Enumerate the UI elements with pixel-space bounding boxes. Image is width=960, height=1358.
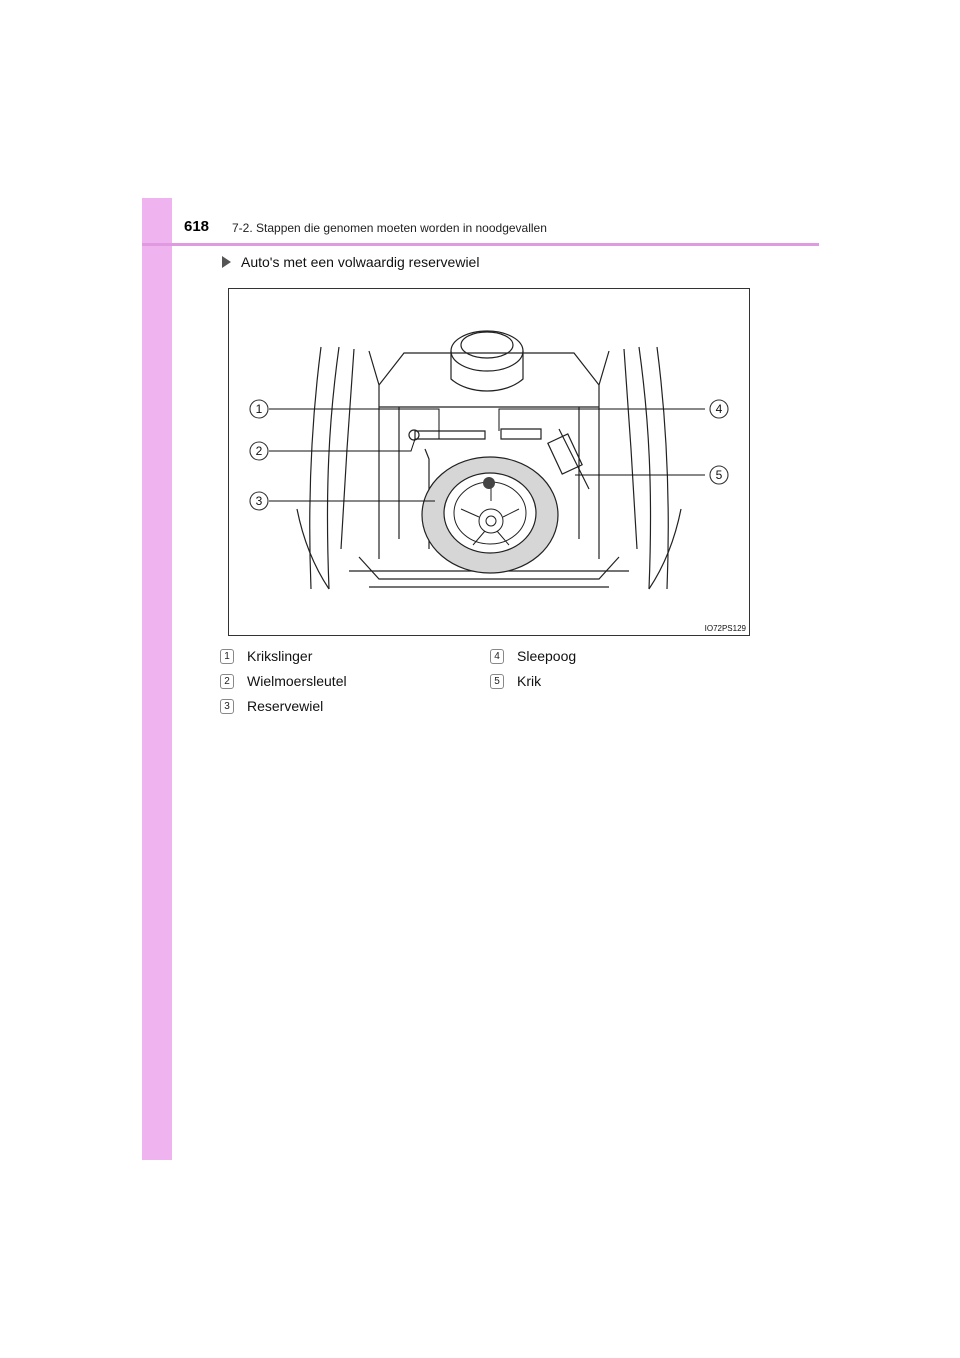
subheading-text: Auto's met een volwaardig reservewiel <box>241 254 480 270</box>
legend-number-badge: 4 <box>490 649 504 664</box>
legend-item-4 <box>490 648 576 664</box>
subheading <box>222 254 479 270</box>
trunk-drawing <box>229 289 749 635</box>
legend-number-badge: 3 <box>220 699 234 714</box>
section-title: 7-2. Stappen die genomen moeten worden in noodgevallen <box>232 221 547 235</box>
legend-label: Krikslinger <box>247 648 313 664</box>
legend-number-badge: 1 <box>220 649 234 664</box>
callout-4: 4 <box>715 402 723 416</box>
chapter-sidebar-tab <box>142 198 172 1160</box>
trunk-illustration <box>228 288 750 636</box>
legend-item-3 <box>220 698 323 714</box>
legend-label: Sleepoog <box>517 648 577 664</box>
legend-item-1 <box>220 648 312 664</box>
legend-number-badge: 5 <box>490 674 504 689</box>
callout-3: 3 <box>255 494 263 508</box>
callout-1: 1 <box>255 402 263 416</box>
header-divider <box>142 243 819 246</box>
legend-item-5 <box>490 673 541 689</box>
callout-5: 5 <box>715 468 723 482</box>
triangle-bullet-icon <box>222 256 231 268</box>
legend-label: Reservewiel <box>247 698 324 714</box>
legend-number-badge: 2 <box>220 674 234 689</box>
legend-label: Krik <box>517 673 542 689</box>
figure-id: IO72PS129 <box>704 624 746 633</box>
legend-label: Wielmoersleutel <box>247 673 347 689</box>
page-number: 618 <box>184 218 210 235</box>
callout-2: 2 <box>255 444 263 458</box>
legend-item-2 <box>220 673 347 689</box>
